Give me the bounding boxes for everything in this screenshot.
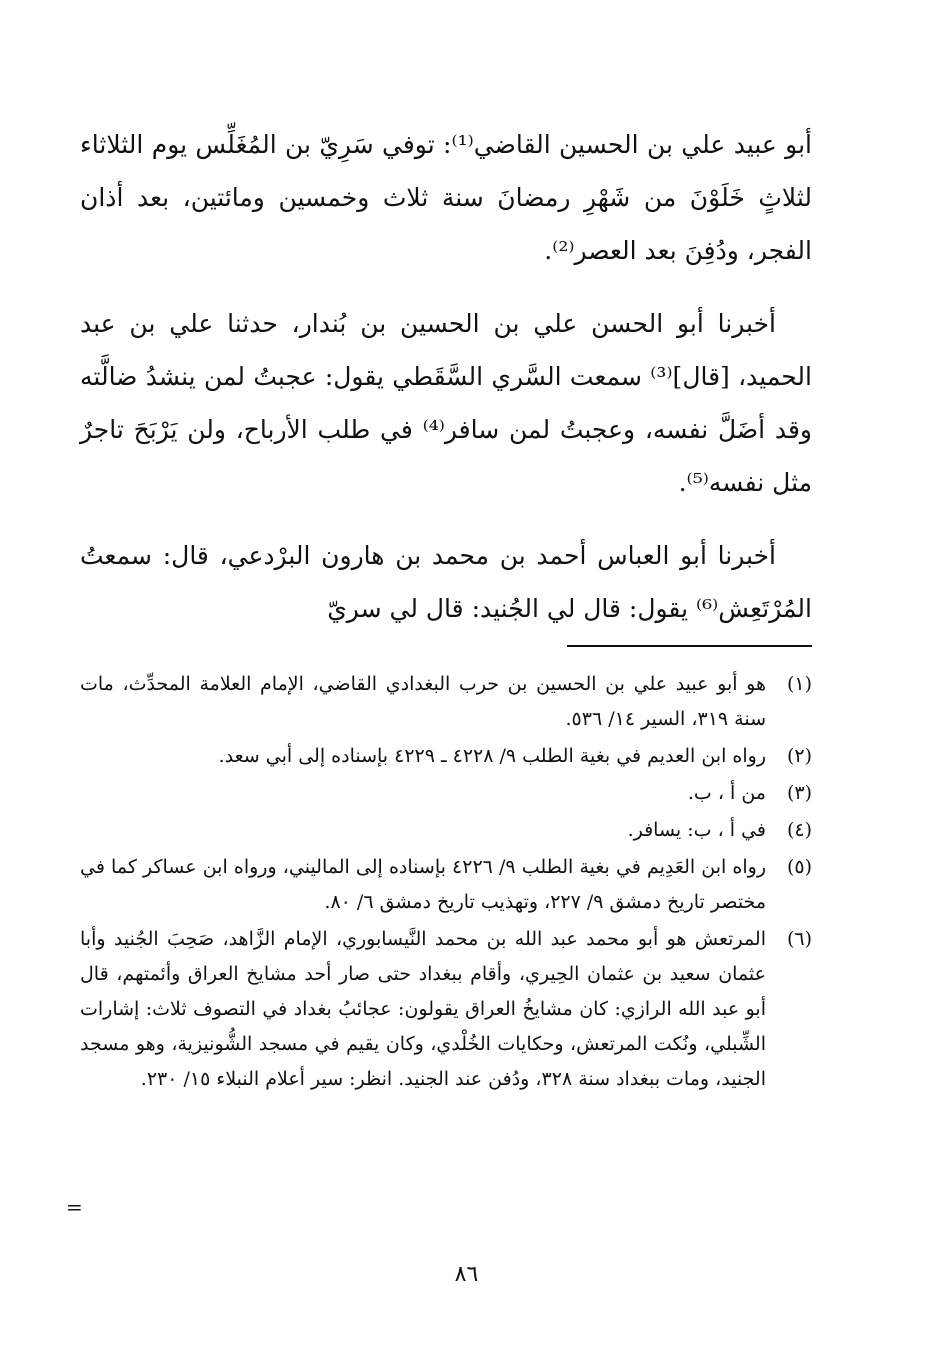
footnote-number: (١): [786, 673, 812, 695]
footnote-text: في أ ، ب: يسافر.: [627, 819, 766, 841]
footnote-2: [80, 739, 812, 774]
page-number: ٨٦: [454, 1262, 479, 1287]
footnote-divider: [567, 645, 812, 647]
footnote-text: المرتعش هو أبو محمد عبد الله بن محمد النَّيسابوري، الإمام الزَّاهد، صَحِبَ الجُنيد وأبا عثمان سعيد بن عثمان الحِيري، وأقام ببغداد حتى صار أحد مشايخ العراق وأئمتهم، قال أبو عبد الله الرازي: كان مشايخُ العراق يقولون: عجائبُ بغداد في التصوف ثلاث: إشارات الشِّبلي، ونُكت المرتعش، وحكايات الخُلْدي، وكان يقيم في مسجد الشُّونيزية، وهو مسجد الجنيد، ومات ببغداد سنة ٣٢٨، ودُفن عند الجنيد. انظر: سير أعلام النبلاء ١٥/ ٢٣٠.: [80, 928, 766, 1090]
footnotes: [80, 667, 812, 1097]
footnote-5: [80, 850, 812, 920]
footnote-6: [80, 922, 812, 1097]
footnote-text: رواه ابن العديم في بغية الطلب ٩/ ٤٢٢٨ ـ ٤٢٢٩ بإسناده إلى أبي سعد.: [218, 745, 766, 767]
footnote-number: (٣): [786, 782, 812, 804]
footnote-number: (٢): [786, 745, 812, 767]
footnote-number: (٤): [786, 819, 812, 841]
footnote-4: [80, 813, 812, 848]
footnote-text: من أ ، ب.: [687, 782, 766, 804]
paragraph-3: أخبرنا أبو العباس أحمد بن محمد بن هارون البرْدعي، قال: سمعتُ المُرْتَعِش⁽⁶⁾ يقول: قال لي الجُنيد: قال لي سريّ: [80, 541, 812, 623]
footnote-number: (٦): [786, 928, 812, 950]
footnote-text: هو أبو عبيد علي بن الحسين بن حرب البغدادي القاضي، الإمام العلامة المحدِّث، مات سنة ٣١٩، السير ١٤/ ٥٣٦.: [80, 673, 766, 730]
footnote-text: رواه ابن العَدِيم في بغية الطلب ٩/ ٤٢٢٦ بإسناده إلى الماليني، ورواه ابن عساكر كما في مختصر تاريخ دمشق ٩/ ٢٢٧، وتهذيب تاريخ دمشق ٦/ ٨٠.: [80, 856, 766, 913]
page-content: [80, 118, 812, 1099]
footnote-3: [80, 776, 812, 811]
continuation-mark: =: [66, 1195, 83, 1219]
paragraph-2: أخبرنا أبو الحسن علي بن الحسين بن بُندار، حدثنا علي بن عبد الحميد، [قال]⁽³⁾ سمعت السَّري السَّقَطي يقول: عجبتُ لمن ينشدُ ضالَّته وقد أضَلَّ نفسه، وعجبتُ لمن سافر⁽⁴⁾ في طلب الأرباح، ولن يَرْبَحَ تاجرٌ مثل نفسه⁽⁵⁾.: [80, 309, 812, 497]
paragraph-1: أبو عبيد علي بن الحسين القاضي⁽¹⁾: توفي سَرِيّ بن المُغَلِّس يوم الثلاثاء لثلاثٍ خَلَوْنَ من شَهْرِ رمضانَ سنة ثلاث وخمسين ومائتين، بعد أذان الفجر، ودُفِنَ بعد العصر⁽²⁾.: [80, 130, 813, 265]
footnote-1: [80, 667, 812, 737]
footnote-number: (٥): [786, 856, 812, 878]
